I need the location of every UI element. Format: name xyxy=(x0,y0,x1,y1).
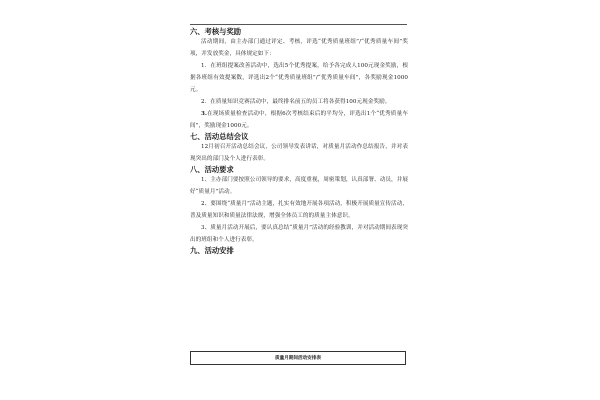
section-9-heading: 九、活动安排 xyxy=(190,246,234,255)
top-rule xyxy=(190,24,407,25)
section-6-heading: 六、考核与奖励 xyxy=(190,27,242,36)
section-6-item-1: 1．在班组提案改善活动中，选出5个优秀提案，给予各完成人100元现金奖励，根据各班组有效提案数，评选出2个“优秀质量班组”/“优秀质量车间”，各奖励现金1000元。 xyxy=(190,63,408,93)
section-8-item-2: 2、要围绕“质量月”活动主题，扎实有效地开展各项活动，积极开展质量宣传活动，普及质量知识和质量法律法规，增强全体员工的的质量主体意识。 xyxy=(190,201,408,219)
section-7-heading: 七、活动总结会议 xyxy=(190,132,249,141)
section-8-item-1: 1、主办部门要按照公司领导的要求，高度重视，周密策划，认真部署、动员，并展好“质量月”活动。 xyxy=(190,177,408,195)
section-6-item-3-text: 在现场质量检查活动中，根据6次考核结束后的平均分，评选出1个“优秀质量车间”，奖励现金1000元。 xyxy=(190,111,408,129)
section-6-item-2: 2．在质量知识竞赛活动中，最终排名前五的员工将各获得100元现金奖励。 xyxy=(201,99,391,105)
section-8-item-3: 3、质量月活动开展后，要认真总结“质量月”活动的经验教训，并对活动期间表现突出的班组和个人进行表彰。 xyxy=(190,225,408,243)
section-6-item-3-number: 3. xyxy=(201,111,207,117)
section-6-item-3 xyxy=(190,108,408,132)
document-body xyxy=(190,27,408,255)
section-8-heading: 八、活动要求 xyxy=(190,165,234,174)
section-6-intro: 活动期间，由主办部门通过评定、考核，评选“优秀质量班组”/“优秀质量车间”奖项，并发放奖金，具体规定如下： xyxy=(190,39,408,57)
table-title: 质量月期间活动安排表 xyxy=(275,356,321,361)
section-7-text: 12月初召开活动总结会议，公司领导发表讲话，对质量月活动作总结报告，并对表现突出的部门及个人进行表彰。 xyxy=(190,144,408,162)
activity-schedule-table xyxy=(190,351,406,365)
